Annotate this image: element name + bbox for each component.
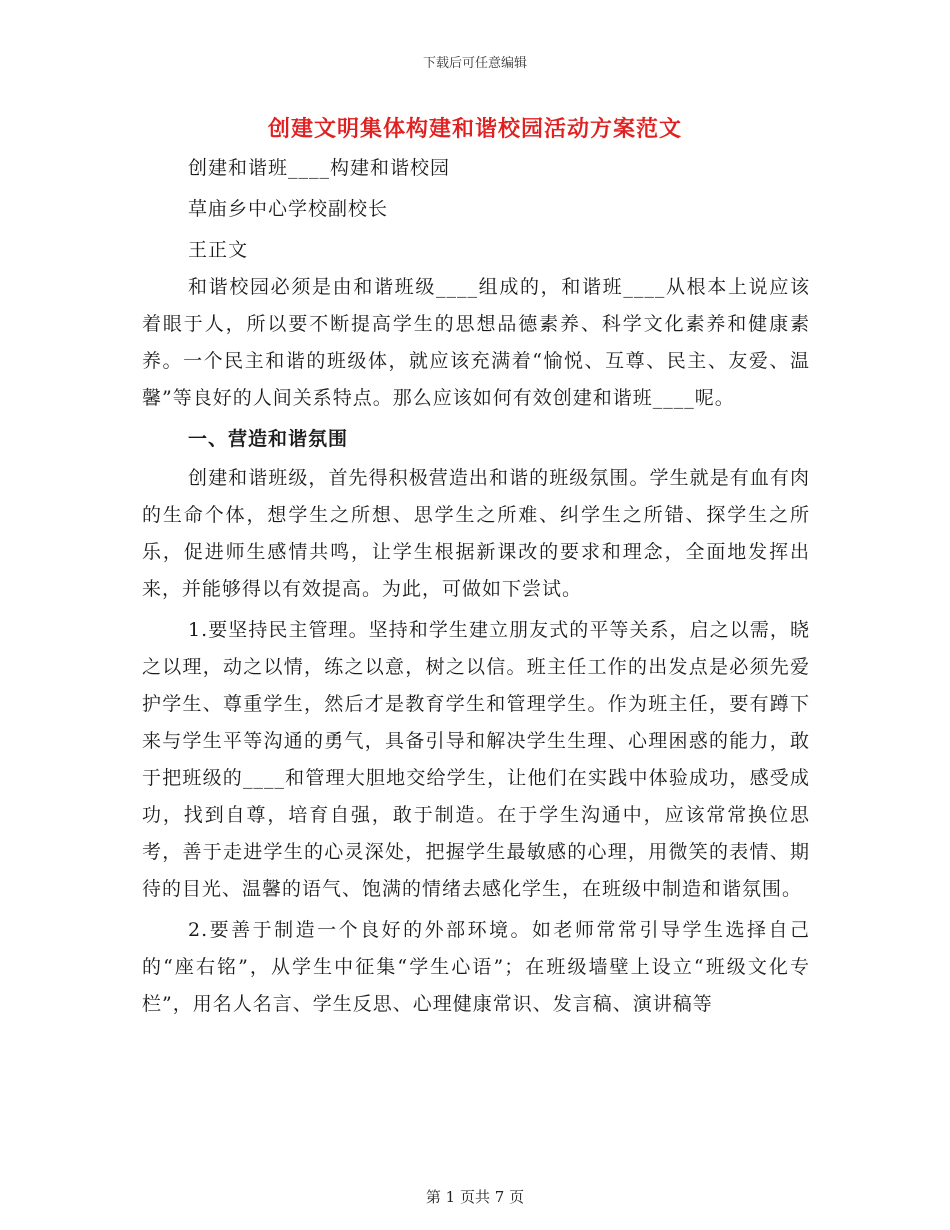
list-item-1: 1.要坚持民主管理。坚持和学生建立朋友式的平等关系，启之以需，晓之以理，动之以情，练之以意，树之以信。班主任工作的出发点是必须先爱护学生、尊重学生，然后才是教育学生和管理学生。作为班主任，要有蹲下来与学生平等沟通的勇气，具备引导和解决学生生理、心理困惑的能力，敢于把班级的____和管理大胆地交给学生，让他们在实践中体验成功，感受成功，找到自尊，培育自强，敢于制造。在于学生沟通中，应该常常换位思考，善于走进学生的心灵深处，把握学生最敏感的心理，用微笑的表情、期待的目光、温馨的语气、饱满的情绪去感化学生，在班级中制造和谐氛围。 [142,619,810,900]
intro-paragraph: 和谐校园必须是由和谐班级____组成的，和谐班____从根本上说应该着眼于人，所以要不断提高学生的思想品德素养、科学文化素养和健康素养。一个民主和谐的班级体，就应该充满着“愉悦、互尊、民主、友爱、温馨”等良好的人间关系特点。那么应该如何有效创建和谐班____呢。 [142,276,810,409]
document-title: 创建文明集体构建和谐校园活动方案范文 [267,116,682,142]
subtitle-line: 创建和谐班____构建和谐校园 [188,157,451,179]
list-item-2: 2.要善于制造一个良好的外部环境。如老师常常引导学生选择自己的“座右铭”，从学生中征集“学生心语”；在班级墙壁上设立“班级文化专栏”，用名人名言、学生反思、心理健康常识、发言稿、演讲稿等 [142,919,810,1015]
section-paragraph: 创建和谐班级，首先得积极营造出和谐的班级氛围。学生就是有血有肉的生命个体，想学生之所想、思学生之所难、纠学生之所错、探学生之所乐，促进师生感情共鸣，让学生根据新课改的要求和理念，全面地发挥出来，并能够得以有效提高。为此，可做如下尝试。 [142,467,810,600]
author-organization: 草庙乡中心学校副校长 [188,198,389,220]
page-header: 下载后可任意编辑 [422,56,527,71]
section-heading: 一、营造和谐氛围 [188,428,349,450]
page-footer: 第 1 页共 7 页 [425,1188,525,1206]
author-name: 王正文 [188,239,249,261]
document-body [142,150,810,1023]
